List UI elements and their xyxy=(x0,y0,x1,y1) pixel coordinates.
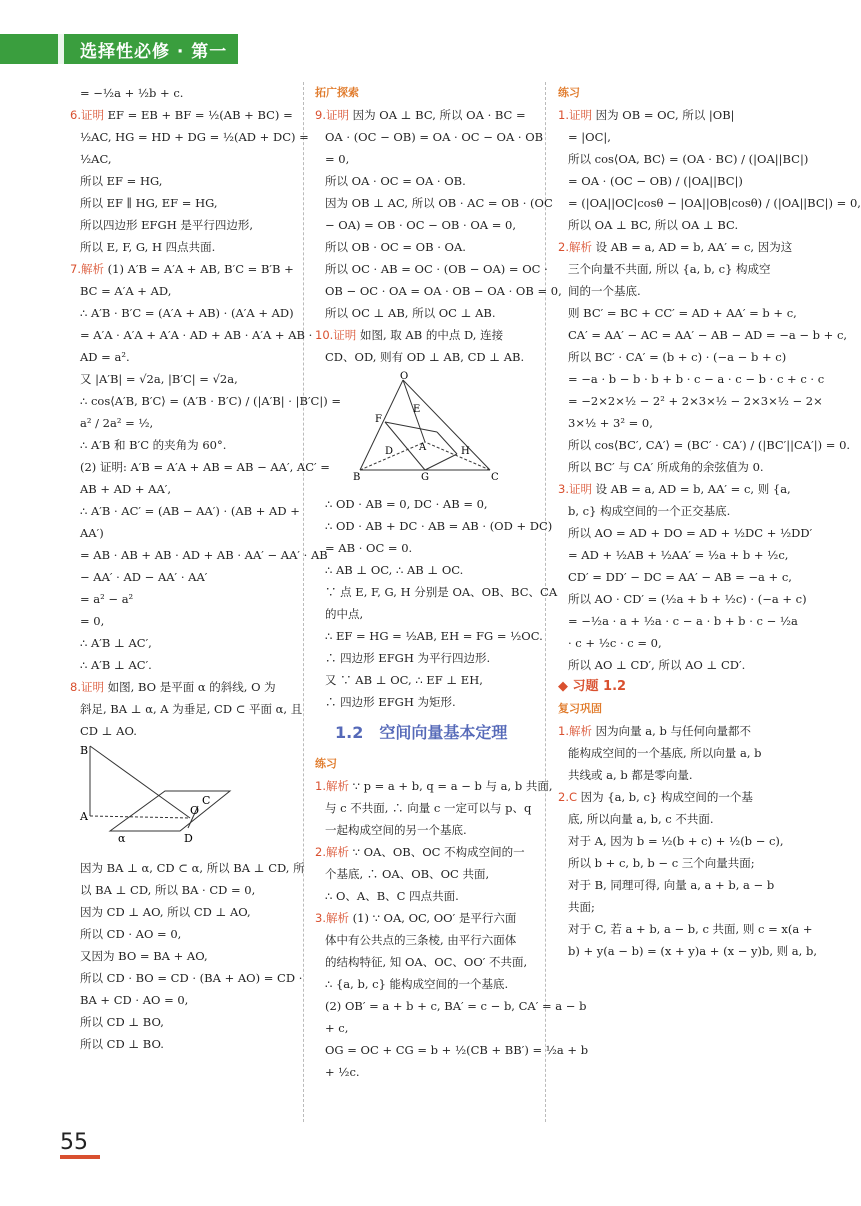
text-line xyxy=(558,280,780,302)
text-line xyxy=(70,104,292,126)
line-text: ∴ 四边形 EFGH 为矩形. xyxy=(325,695,456,709)
line-text: 所以 E, F, G, H 四点共面. xyxy=(80,240,216,254)
text-line xyxy=(315,819,537,841)
line-text: (2) OB′ = a + b + c, BA′ = c − b, CA′ = a − b xyxy=(325,999,587,1013)
line-text: = AB · AB + AB · AD + AB · AA′ − AA′ · AB xyxy=(80,548,328,562)
text-line xyxy=(315,258,548,280)
text-line xyxy=(70,390,342,412)
text-line xyxy=(315,324,537,346)
text-line xyxy=(70,857,305,879)
text-line xyxy=(558,368,825,390)
line-text: ½AC, xyxy=(80,152,112,166)
text-line xyxy=(558,720,780,742)
line-text: 斜足, BA ⊥ α, A 为垂足, CD ⊂ 平面 α, 且 xyxy=(80,702,303,716)
text-line xyxy=(558,390,823,412)
text-line xyxy=(558,214,780,236)
line-text: 对于 C, 若 a + b, a − b, c 共面, 则 c = x(a + xyxy=(568,922,813,936)
line-text: − OA) = OB · OC − OB · OA = 0, xyxy=(325,218,516,232)
line-text: AB + AD + AA′, xyxy=(80,482,172,496)
problem-label: 3.解析 xyxy=(315,911,353,925)
text-line xyxy=(558,566,792,588)
text-line xyxy=(315,192,553,214)
problem-label: 10.证明 xyxy=(315,328,360,342)
line-text: ∵ 点 E, F, G, H 分别是 OA、OB、BC、CA xyxy=(325,585,558,599)
text-line xyxy=(70,522,292,544)
text-line xyxy=(558,654,780,676)
text-line xyxy=(315,647,537,669)
text-line xyxy=(558,434,851,456)
line-text: CA′ = AA′ − AC = AA′ − AB − AD = −a − b + c, xyxy=(568,328,848,342)
line-text: (1) ∵ OA, OC, OO′ 是平行六面 xyxy=(352,911,517,925)
line-text: 以 BA ⊥ CD, 所以 BA · CD = 0, xyxy=(80,883,256,897)
text-line xyxy=(70,346,292,368)
problem-label: 3.证明 xyxy=(558,482,596,496)
line-text: BC = A′A + AD, xyxy=(80,284,172,298)
text-line xyxy=(315,669,537,691)
text-line xyxy=(315,515,553,537)
figure-label: O xyxy=(400,371,409,382)
column-divider xyxy=(303,82,304,1122)
line-text: 所以 BC′ · CA′ = (b + c) · (−a − b + c) xyxy=(568,350,787,364)
text-line xyxy=(70,324,313,346)
text-line xyxy=(315,280,562,302)
line-text: 又因为 BO = BA + AO, xyxy=(80,949,208,963)
line-text: 因为 OA ⊥ BC, 所以 OA · BC = xyxy=(352,108,526,122)
header-title: 选择性必修 · 第一册 xyxy=(80,42,228,87)
text-line xyxy=(70,989,292,1011)
text-line xyxy=(315,907,537,929)
line-text: + ½c. xyxy=(325,1065,360,1079)
text-line xyxy=(315,559,537,581)
text-line xyxy=(558,764,780,786)
text-line xyxy=(70,192,292,214)
text-line xyxy=(315,126,544,148)
problem-label: 1.解析 xyxy=(315,779,353,793)
text-line xyxy=(70,632,292,654)
line-text: 所以 CD · AO = 0, xyxy=(80,927,182,941)
line-text: 的中点, xyxy=(325,607,364,621)
line-text: = AB · OC = 0. xyxy=(325,541,413,555)
text-line xyxy=(558,632,780,654)
line-text: 所以 b + c, b, b − c 三个向量共面; xyxy=(568,856,755,870)
line-text: 所以 OA ⊥ BC, 所以 OA ⊥ BC. xyxy=(568,218,739,232)
text-line xyxy=(558,500,780,522)
line-text: AD = a². xyxy=(80,350,130,364)
line-text: 所以 OA · OC = OA · OB. xyxy=(325,174,466,188)
line-text: = AD + ½AB + ½AA′ = ½a + b + ½c, xyxy=(568,548,789,562)
text-line xyxy=(315,625,543,647)
line-text: (2) 证明: A′B = A′A + AB = AB − AA′, AC′ = xyxy=(80,460,330,474)
text-line xyxy=(70,478,292,500)
line-text: 又 ∵ AB ⊥ OC, ∴ EF ⊥ EH, xyxy=(325,673,483,687)
text-line xyxy=(315,995,587,1017)
line-text: 因为 OB = OC, 所以 |OB| xyxy=(595,108,735,122)
line-text: ∴ {a, b, c} 能构成空间的一个基底. xyxy=(325,977,509,991)
line-text: 的结构特征, 知 OA、OC、OO′ 不共面, xyxy=(325,955,528,969)
text-line xyxy=(558,258,780,280)
line-text: EF = EB + BF = ½(AB + BC) = xyxy=(107,108,293,122)
figure-label: H xyxy=(461,446,470,457)
text-line xyxy=(315,951,537,973)
text-line xyxy=(70,945,292,967)
line-text: 所以 BC′ 与 CA′ 所成角的余弦值为 0. xyxy=(568,460,764,474)
line-text: 设 AB = a, AD = b, AA′ = c, 则 {a, xyxy=(595,482,791,496)
line-text: · c + ½c · c = 0, xyxy=(568,636,662,650)
text-line xyxy=(558,412,780,434)
figure-label: A xyxy=(80,810,88,823)
line-text: 所以 OC · AB = OC · (OB − OA) = OC · xyxy=(325,262,548,276)
text-line xyxy=(315,1017,537,1039)
text-line xyxy=(558,302,797,324)
column-right xyxy=(558,82,861,962)
line-text: b) + y(a − b) = (x + y)a + (x − y)b, 则 a, b, xyxy=(568,944,817,958)
text-line xyxy=(70,1033,292,1055)
line-text: 所以 CD ⊥ BO. xyxy=(80,1037,164,1051)
text-line xyxy=(558,918,813,940)
line-text: 所以 EF = HG, xyxy=(80,174,163,188)
line-text: 所以 AO = AD + DO = AD + ½DC + ½DD′ xyxy=(568,526,813,540)
line-text: 所以 OB · OC = OB · OA. xyxy=(325,240,466,254)
line-text: 对于 A, 因为 b = ½(b + c) + ½(b − c), xyxy=(568,834,784,848)
text-line xyxy=(315,236,537,258)
line-text: 所以 OC ⊥ AB, 所以 OC ⊥ AB. xyxy=(325,306,496,320)
text-line xyxy=(558,478,791,500)
line-text: ∴ cos⟨A′B, B′C⟩ = (A′B · B′C) / (|A′B| · |B′C|) = xyxy=(80,394,342,408)
line-text: a² / 2a² = ½, xyxy=(80,416,154,430)
text-line xyxy=(315,346,537,368)
problem-label: 8.证明 xyxy=(70,680,108,694)
line-text: 所以 EF ∥ HG, EF = HG, xyxy=(80,196,218,210)
line-text: 底, 所以向量 a, b, c 不共面. xyxy=(568,812,714,826)
line-text: 间的一个基底. xyxy=(568,284,641,298)
header-banner xyxy=(0,34,238,87)
line-text: 对于 B, 同理可得, 向量 a, a + b, a − b xyxy=(568,878,775,892)
text-line xyxy=(70,126,309,148)
line-text: ∴ OD · AB = 0, DC · AB = 0, xyxy=(325,497,488,511)
text-line xyxy=(315,170,537,192)
line-text: = a² − a² xyxy=(80,592,134,606)
text-line xyxy=(315,214,537,236)
text-line xyxy=(558,148,809,170)
line-text: ∴ A′B ⊥ AC′, xyxy=(80,636,152,650)
line-text: ∴ O、A、B、C 四点共面. xyxy=(325,889,459,903)
text-line xyxy=(558,170,780,192)
figure-label: D xyxy=(385,446,394,457)
line-text: 3×½ + 3² = 0, xyxy=(568,416,653,430)
text-line xyxy=(315,302,537,324)
problem-label: 9.证明 xyxy=(315,108,353,122)
text-line xyxy=(70,588,292,610)
figure-label: C xyxy=(491,472,499,483)
line-text: = A′A · A′A + A′A · AD + AB · A′A + AB · xyxy=(80,328,313,342)
line-text: ∵ p = a + b, q = a − b 与 a, b 共面, xyxy=(352,779,553,793)
line-text: = OA · (OC − OB) / (|OA||BC|) xyxy=(568,174,743,188)
line-text: 所以 AO · CD′ = (½a + b + ½c) · (−a + c) xyxy=(568,592,807,606)
line-text: 所以 cos⟨BC′, CA′⟩ = (BC′ · CA′) / (|BC′||CA′|) = 0. xyxy=(568,438,851,452)
text-line xyxy=(315,148,537,170)
line-text: 与 c 不共面, ∴ 向量 c 一定可以与 p、q xyxy=(325,801,532,815)
text-line xyxy=(70,170,292,192)
text-line xyxy=(558,610,798,632)
problem-label: 2.C xyxy=(558,790,581,804)
line-text: CD、OD, 则有 OD ⊥ AB, CD ⊥ AB. xyxy=(325,350,525,364)
page-number: 55 xyxy=(60,1130,88,1155)
text-line xyxy=(315,691,537,713)
text-line xyxy=(558,456,780,478)
figure-label: C xyxy=(202,794,211,807)
subsection-label: 复习巩固 xyxy=(558,702,602,715)
line-text: OA · (OC − OB) = OA · OC − OA · OB xyxy=(325,130,544,144)
text-line xyxy=(315,603,537,625)
text-line xyxy=(315,1039,589,1061)
figure-label: F xyxy=(375,414,382,425)
text-line xyxy=(558,786,780,808)
figure-plane-diagram xyxy=(70,746,230,846)
text-line xyxy=(558,808,780,830)
text-line xyxy=(315,104,537,126)
text-line xyxy=(70,654,292,676)
text-line xyxy=(315,863,537,885)
line-text: ½AC, HG = HD + DG = ½(AD + DC) = xyxy=(80,130,309,144)
figure-label: G xyxy=(421,472,429,483)
figure-label: α xyxy=(118,832,126,845)
page-number-bar xyxy=(60,1155,100,1159)
line-text: 又 |A′B| = √2a, |B′C| = √2a, xyxy=(80,372,238,386)
text-line xyxy=(70,148,292,170)
figure-label: B xyxy=(353,472,361,483)
text-line xyxy=(315,775,553,797)
line-text: AA′) xyxy=(80,526,104,540)
text-line xyxy=(558,742,780,764)
line-text: ∴ A′B · B′C = (A′A + AB) · (A′A + AD) xyxy=(80,306,294,320)
line-text: BA + CD · AO = 0, xyxy=(80,993,189,1007)
text-line xyxy=(315,841,537,863)
line-text: ∴ AB ⊥ OC, ∴ AB ⊥ OC. xyxy=(325,563,464,577)
section-heading: 1.2 空间向量基本定理 xyxy=(335,723,508,742)
line-text: 共面; xyxy=(568,900,595,914)
text-line xyxy=(70,1011,292,1033)
problem-label: 2.解析 xyxy=(558,240,596,254)
figure-tetrahedron xyxy=(315,372,515,482)
line-text: ∴ 四边形 EFGH 为平行四边形. xyxy=(325,651,491,665)
text-line xyxy=(70,82,292,104)
line-text: 因为 BA ⊥ α, CD ⊂ α, 所以 BA ⊥ CD, 所 xyxy=(80,861,305,875)
text-line xyxy=(70,412,292,434)
text-line xyxy=(70,434,292,456)
problem-label: 6.证明 xyxy=(70,108,108,122)
line-text: 所以 cos⟨OA, BC⟩ = (OA · BC) / (|OA||BC|) xyxy=(568,152,809,166)
text-line xyxy=(70,698,303,720)
text-line xyxy=(70,236,292,258)
problem-label: 2.解析 xyxy=(315,845,353,859)
line-text: − AA′ · AD − AA′ · AA′ xyxy=(80,570,208,584)
line-text: = 0, xyxy=(325,152,350,166)
line-text: ∵ OA、OB、OC 不构成空间的一 xyxy=(352,845,525,859)
text-line xyxy=(70,214,292,236)
text-line xyxy=(70,610,292,632)
line-text: 因为 OB ⊥ AC, 所以 OB · AC = OB · (OC xyxy=(325,196,553,210)
text-line xyxy=(558,940,817,962)
text-line xyxy=(558,104,780,126)
text-line xyxy=(70,302,292,324)
problem-label: 1.证明 xyxy=(558,108,596,122)
subsection-label: 练习 xyxy=(558,86,580,99)
text-line xyxy=(70,923,292,945)
figure-label: B xyxy=(80,744,89,757)
line-text: 因为 CD ⊥ AO, 所以 CD ⊥ AO, xyxy=(80,905,251,919)
line-text: 体中有公共点的三条棱, 由平行六面体 xyxy=(325,933,517,947)
text-line xyxy=(315,581,558,603)
text-line xyxy=(558,126,780,148)
text-line xyxy=(558,324,848,346)
text-line xyxy=(558,896,780,918)
text-line xyxy=(70,720,292,742)
line-text: = |OC|, xyxy=(568,130,611,144)
text-line xyxy=(315,973,537,995)
text-line xyxy=(70,879,292,901)
text-line xyxy=(315,537,537,559)
text-line xyxy=(315,797,537,819)
line-text: + c, xyxy=(325,1021,349,1035)
exercise-heading: ◆ 习题 1.2 xyxy=(558,679,627,694)
line-text: 所以四边形 EFGH 是平行四边形, xyxy=(80,218,254,232)
text-line xyxy=(558,830,784,852)
line-text: = −2×2×½ − 2² + 2×3×½ − 2×3×½ − 2× xyxy=(568,394,823,408)
line-text: ∴ A′B 和 B′C 的夹角为 60°. xyxy=(80,438,227,452)
line-text: 能构成空间的一个基底, 所以向量 a, b xyxy=(568,746,762,760)
text-line xyxy=(558,544,789,566)
text-line xyxy=(70,456,330,478)
line-text: 设 AB = a, AD = b, AA′ = c, 因为这 xyxy=(595,240,793,254)
line-text: ∴ A′B · AC′ = (AB − AA′) · (AB + AD + xyxy=(80,504,300,518)
line-text: 三个向量不共面, 所以 {a, b, c} 构成空 xyxy=(568,262,771,276)
line-text: = (|OA||OC|cosθ − |OA||OB|cosθ) / (|OA||BC|) = 0, xyxy=(568,196,861,210)
line-text: 则 BC′ = BC + CC′ = AD + AA′ = b + c, xyxy=(568,306,797,320)
line-text: CD′ = DD′ − DC = AA′ − AB = −a + c, xyxy=(568,570,792,584)
figure-label: D xyxy=(184,832,193,845)
line-text: 因为 {a, b, c} 构成空间的一个基 xyxy=(580,790,753,804)
subsection-label: 拓广探索 xyxy=(315,86,359,99)
line-text: 一起构成空间的另一个基底. xyxy=(325,823,467,837)
line-text: ∴ OD · AB + DC · AB = AB · (OD + DC) xyxy=(325,519,553,533)
line-text: 个基底, ∴ OA、OB、OC 共面, xyxy=(325,867,490,881)
line-text: OG = OC + CG = b + ½(CB + BB′) = ½a + b xyxy=(325,1043,589,1057)
line-text: 如图, 取 AB 的中点 D, 连接 xyxy=(359,328,504,342)
text-line xyxy=(315,929,537,951)
text-line xyxy=(70,544,328,566)
text-line xyxy=(558,852,780,874)
text-line xyxy=(558,588,807,610)
text-line xyxy=(558,236,793,258)
text-line xyxy=(558,192,861,214)
line-text: = −½a + ½b + c. xyxy=(80,86,184,100)
figure-label: O xyxy=(190,804,200,817)
line-text: = 0, xyxy=(80,614,105,628)
text-line xyxy=(70,566,292,588)
figure-label: E xyxy=(413,404,421,415)
line-text: = −½a · a + ½a · c − a · b + b · c − ½a xyxy=(568,614,798,628)
banner-accent xyxy=(58,34,64,64)
text-line xyxy=(315,493,537,515)
line-text: CD ⊥ AO. xyxy=(80,724,137,738)
text-line xyxy=(70,280,292,302)
line-text: 所以 CD ⊥ BO, xyxy=(80,1015,164,1029)
line-text: 共线或 a, b 都是零向量. xyxy=(568,768,693,782)
problem-label: 7.解析 xyxy=(70,262,108,276)
text-line xyxy=(70,258,292,280)
subsection-label: 练习 xyxy=(315,757,337,770)
line-text: OB − OC · OA = OA · OB − OA · OB = 0, xyxy=(325,284,562,298)
text-line xyxy=(558,346,787,368)
text-line xyxy=(70,368,292,390)
line-text: = −a · b − b · b + b · c − a · c − b · c + c · c xyxy=(568,372,825,386)
text-line xyxy=(70,967,303,989)
line-text: ∴ A′B ⊥ AC′. xyxy=(80,658,152,672)
text-line xyxy=(558,874,780,896)
line-text: (1) A′B = A′A + AB, B′C = B′B + xyxy=(107,262,294,276)
text-line xyxy=(70,901,292,923)
line-text: ∴ EF = HG = ½AB, EH = FG = ½OC. xyxy=(325,629,543,643)
problem-label: 1.解析 xyxy=(558,724,596,738)
text-line xyxy=(315,885,537,907)
line-text: 所以 CD · BO = CD · (BA + AO) = CD · xyxy=(80,971,303,985)
line-text: 如图, BO 是平面 α 的斜线, O 为 xyxy=(107,680,276,694)
figure-label: A xyxy=(419,442,427,453)
line-text: 因为向量 a, b 与任何向量都不 xyxy=(595,724,751,738)
text-line xyxy=(70,500,300,522)
text-line xyxy=(558,522,813,544)
line-text: 所以 AO ⊥ CD′, 所以 AO ⊥ CD′. xyxy=(568,658,746,672)
line-text: b, c} 构成空间的一个正交基底. xyxy=(568,504,731,518)
text-line xyxy=(70,676,292,698)
text-line xyxy=(315,1061,537,1083)
